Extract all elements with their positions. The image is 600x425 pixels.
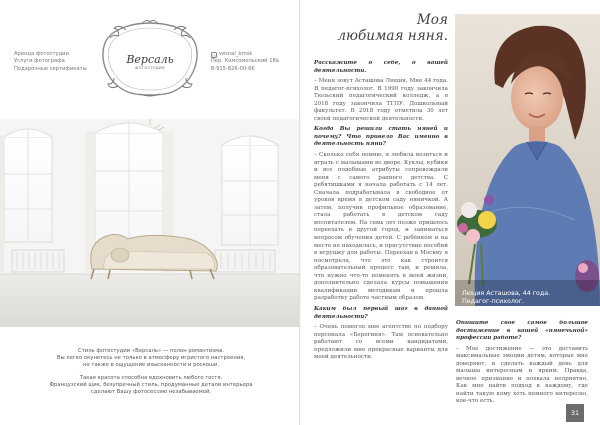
article-column-right [456, 320, 588, 409]
title-line: Моя [416, 12, 448, 28]
title-line: любимая няня. [337, 28, 448, 44]
caption-line: Такая красота способна вдохновить любого гостя. [79, 374, 223, 381]
caption-role: Педагог-психолог. [462, 297, 525, 305]
caption-paragraph [40, 348, 262, 370]
caption-line: Французский шик, безупречный стиль, продуманные детали интерьера [49, 381, 253, 388]
studio-ad-header [0, 0, 299, 118]
instagram-handle: vesnal_bmsk [218, 51, 253, 57]
nanny-portrait-photo [455, 14, 600, 306]
interview-answer: – Сколько себя помню, я любила возиться и играть с малышами во дворе. Куклы, кубики и все подобные атрибуты сопровождали меня с самого раннего детства. С ребятишками я начала работать с 14 лет. Сначала подрабатывала в свободное от уроков время в детском саду няничкой. А затем, получив профильное образование, стала работать в детском саду воспитателем. На семь лет позже пришлось переехать в другой город, и заниматься вопросом обучения детей. С ребёнком и на месте не находилась, и присутствие пособий в игрушку для работы. Переехав в Москву я посмотрела, что это как строится образовательный процесс там, и решила, что нужно что-то поменять в моей жизни, дополнительно сделала курсы повышения квалификации методикам и прошла разработку работе частным образом. [314, 152, 448, 302]
studio-contacts [211, 51, 279, 73]
portrait-illustration [455, 14, 600, 306]
caption-line: сделают Вашу фотосессию незабываемой. [90, 389, 212, 396]
studio-address: Пер. Комсомольский 18а [210, 58, 279, 65]
interview-answer: – Меня зовут Асташова Люция, Мне 44 года. Я педагог-психолог. В 1990 году закончила Тюльский педагогический колледж, а в 2018 году закончила ТГПУ. Дошкольный факультет. В 2018 году отметила 30 лет своей педагогической деятельности. [314, 78, 448, 122]
studio-ad-caption [40, 348, 262, 401]
instagram-icon: ◎ [212, 52, 216, 58]
interview-question: Когда Вы решили стать няней и почему? Что привело Вас именно в деятельность няни? [314, 126, 448, 148]
caption-line: но также в ощущение изысканности и роскоши. [82, 362, 220, 369]
caption-line: Стиль фотостудии «Версаль» — полон романтизма. [78, 348, 224, 354]
logo-name: Версаль [126, 53, 174, 66]
caption-paragraph [40, 375, 262, 397]
service-line: Аренда фотостудии [14, 51, 69, 57]
service-line: Услуги фотографа [14, 58, 65, 65]
caption-name: Люция Асташова, 44 года. [462, 290, 551, 297]
interview-question: Расскажите о себе, о вашей деятельности. [314, 60, 448, 74]
interview-answer: – Очень помогло мне агентство по подбору персонала «Берегиня». Там основательно работают со всеми кандидатами, предложили мне прекрасные варианты для моей деятельности. [314, 324, 448, 361]
article-column-left [314, 60, 448, 365]
logo-subtitle: ФОТОСТУДИЯ [135, 66, 165, 70]
page-fold [299, 0, 301, 425]
service-line: Подарочные сертификаты [14, 65, 87, 72]
page-number: 31 [566, 404, 584, 422]
studio-phone: 8-915-826-00-66 [210, 65, 255, 72]
studio-logo [96, 20, 204, 98]
portrait-caption [462, 290, 550, 305]
interview-question: Опишите свое самое большое достижение в вашей «нянечьной» профессии работе? [456, 320, 588, 342]
studio-interior-photo [0, 119, 299, 327]
interview-question: Каким был первый шаг в данной деятельности? [314, 305, 448, 320]
caption-line: Вы легко окунетесь не только в атмосферу игристого настроения, [56, 355, 246, 362]
white-hall-illustration [0, 119, 299, 327]
article-title [318, 12, 448, 44]
studio-services-list [14, 51, 87, 73]
interview-answer: – Мое достижение — это доставить максимальные эмоции детям, которые мне доверяют, и сделать каждый день для малыша интересным и ярким. Правда, вечное признание и похвала неприятно. Как мне найти подход к каждому, где найти такую кому хоть немного интересно, кое-что есть. [456, 345, 588, 405]
